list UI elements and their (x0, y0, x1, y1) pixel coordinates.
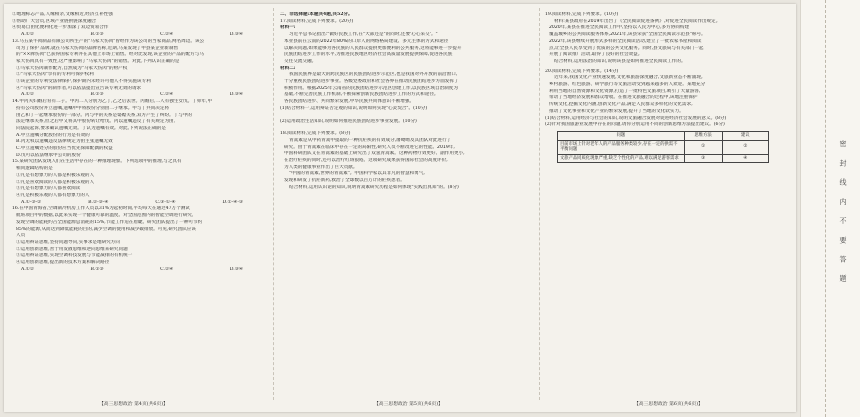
material-text: 积极作用。根据2025年云南省的民族团结进步示范区创建工作,以民族区域自治制度为 (284, 85, 458, 91)
sub-question: (1)结合材料一,运用辩证否定观的知识,说明如何实现"心灵契合"。(10分) (280, 105, 428, 111)
option-c: C.②④ (160, 32, 174, 38)
q12-options (12, 32, 267, 39)
material-text: 基础,不断完善民族工作机制,不断探索创新民族团结进步工作的方式和途径。 (284, 92, 439, 98)
table-cell: 目前市场上针对老年人的产品服务种类较少,存在一定的供需不平衡问题 (558, 140, 685, 154)
text-line: 85%的能源,从而达到降低能耗的目的,减少空调的使用和减少碳排放。可见,研究团队应该 (16, 226, 196, 232)
q13-options (12, 92, 267, 99)
choice-item: ③该企业的专利受法律保护,保护期内未经许可他人不得实施该专利 (16, 79, 151, 85)
text-line: 航班项目中的数据,以此来实现一个健康可靠的温度。对全国范围内的智能空调进行研究, (16, 213, 194, 219)
question-14-stem: 14.甲丙夫妇婚后育有二子。甲丙二人分别为乙丁,乙之后去世。丙婚后,二人有独生女戊。丁卯年,甲 (12, 99, 213, 105)
table-header: 问题 (558, 131, 685, 140)
choice-item: C.甲立遗嘱处分的股份应当优先保障配偶的权益 (16, 146, 113, 152)
material-text: 我国民族界是最大的跨民族区的民族团结进步示范区,也是我国对外开放的前沿窗口, (289, 72, 458, 78)
choice-item: ①马家大伤肉制作配方,自然成为"马家大伤肉"的财产权 (16, 65, 128, 71)
text-line: 发现空调的能耗约占全国能源总消耗的15%,节能工作迫在眉睫。研究团队提出了一种可节约 (16, 219, 203, 225)
text-line: 司为了保护 品牌,就在马家大伤肉的品牌名称,近期,马某发现了甲县某企业新制售 (16, 45, 179, 51)
table-row (558, 140, 769, 154)
choice-item: ④运用创新思维,提出新的技术方案和解决路径 (16, 260, 110, 266)
option-a: A.①② (21, 32, 35, 38)
material-text: 覆盖城乡的公共阅读服务体系,2021年,该县荣获"全国全民阅读示范县"称号。 (549, 32, 706, 38)
text-line: ④贸易自由化便利化进一步加深了双边贸易合作 (12, 25, 109, 31)
option-b: B.①③ (90, 266, 104, 272)
page-footer: 【高三思想政治 第4页(共6页)】 (99, 402, 168, 407)
table-header-row (558, 131, 769, 140)
option-c: C.②④ (160, 92, 174, 98)
material-text: 乡村旅游、红色旅游、研学旅行等文旅活动受到越来越多的人欢迎。某地充分 (549, 82, 706, 88)
seal-line (825, 0, 826, 417)
question-18-stem: 18.阅读材料,完成下列要求。(8分) (280, 131, 351, 137)
table-cell: ③ (684, 154, 722, 163)
page-5-column (280, 12, 534, 392)
table-cell: ① (684, 140, 722, 154)
material-text: 2020年,某县在推进全民阅读工作中,坚持以人民为中心,多方协同构建 (549, 25, 690, 31)
option-a: A.①② (21, 92, 35, 98)
question-15-stem: 15.某研究团队发现人们在生活中存在的一种推理现象。下列选项中的推理,与之具有 (12, 159, 182, 165)
page-4-column (12, 12, 267, 392)
question-13-stem: 13.马五某牛肉制品有限公司所生产的"马家大伤肉"曾经作为该公司的当家商品,网名周边。该公 (12, 38, 205, 44)
q16-options (12, 267, 267, 274)
material-text: 利用当地的自然资源和文化资源,打造了一批特色文旅项目,吸引了大量游客, (549, 88, 701, 94)
table-cell: ④ (722, 154, 768, 163)
material-text: 本业县前在云南的2022年80%的口岸人的网络格局建设、多元主体的方式和途径 (284, 38, 449, 44)
material-text: 青蒿素是从中药青蒿中提取的一种抗疟疾的有效成分,屠呦呦及其团队对此进行了 (289, 137, 452, 143)
material-text: 以解决问题,如果能够为各民族的人民群众提供更加便利的公共服务,这将能够进一步提升 (284, 45, 462, 51)
page-footer: 【高三思想政治 第6页(共6页)】 (634, 402, 703, 407)
sub-question: 结合材料,运用法治的知识,说明该县是如何推进全民阅读工作的。 (554, 58, 686, 64)
material-label: 材料一: (280, 25, 296, 31)
option-b: B.②-③-④ (88, 199, 109, 205)
column-divider (539, 8, 540, 400)
answer-table (557, 131, 769, 163)
choice-item: ④"马家大伤肉"的制作者,可以依法提出宣告该专利无效的请求 (16, 85, 142, 91)
material-text: 开展了阅读推广活动,取得了良好的社会效益。 (549, 52, 643, 58)
text-line: ③帮助广大会员,区域产业链供链深度融合 (12, 18, 97, 24)
sub-question: (2)针对我国旅游业发展中存在的问题,请你分别运用不同的创新思维方法提出建议。(6分) (545, 122, 725, 128)
material-text: 研究。由于青蒿素在临床中存在一定的局限性,研究人员不断改进它的性能。2019年, (284, 144, 455, 150)
material-text: 传统文化,挖掘文化内涵,创新文化产品,满足人民群众多样化的文化需求, (549, 102, 693, 108)
seal-line-notice: 密 封 线 内 不 要 答 题 (839, 140, 847, 287)
choice-item: A.甲立遗嘱分配股份的行为是有效的 (16, 132, 90, 138)
material-text: 近年来,我国文化产业快速发展,文化和旅游深度融合,文旅新业态不断涌现。 (554, 75, 706, 81)
choice-item: B.丙无权以遗嘱违反法律规定为由主张遗嘱无效 (16, 139, 113, 145)
text-line: ②地理标志产品,人缘相亲,文缘相近,经济互补性强 (12, 12, 113, 17)
material-text: 交往交流交融。 (284, 58, 317, 64)
text-line: 家大伤肉具有一致性,这严重影响了"马家大伤肉"的销售。对此,下列认识正确的是 (16, 58, 180, 64)
sub-question: (1)结合材料,运用经济与社会的知识,说明文旅融合发展对促进经济社会发展的意义。(8分) (545, 115, 727, 121)
column-divider (273, 8, 274, 400)
question-19-stem: 19.阅读材料,完成下列要求。(10分) (545, 12, 619, 17)
material-text: 推动了文化事业和文化产业的繁荣发展,提升了当地的文化软实力。 (549, 108, 684, 114)
option-a: A.①-③-② (21, 199, 42, 205)
option-c: C.③-①-④ (155, 199, 176, 205)
material-text: 在治疗疟疾的同时,还可以治疗红斑狼疮。这项研究成果获得国际社会的高度评价, (284, 158, 448, 164)
option-d: D.③④ (229, 92, 243, 98)
text-line: 的"××牌伤肉"已获得国家专利并在其他上市场上销售。经对比发现,该企业的产品的配方与马 (16, 52, 204, 58)
table-cell: 文旅产品同质化现象严重,缺乏个性化的产品,难以满足游客需求 (558, 154, 685, 163)
material-text: 发现和研发了抗疟新药,救治了全球数以百万计的疟疾患者。 (284, 178, 405, 184)
page-footer: 【高三思想政治 第5页(共6页)】 (374, 402, 443, 407)
material-text: 中国科研团队又在青蒿素的基础上研究出了双氢青蒿素。这种药物疗效更好、副作用更小, (284, 151, 465, 157)
question-20-stem: 20.阅读材料,完成下列要求。(14分) (545, 68, 619, 74)
table-header: 建议 (722, 131, 768, 140)
question-17-stem: 17.阅读材料,完成下列要求。(20分) (280, 18, 354, 24)
material-text: 点,让全县人民享受到了优质的公共文化服务。同时,县文旅局与有关部门一起 (549, 45, 704, 51)
choice-item: ①凡是有想象力的人都是积极乐观的人 (16, 172, 95, 178)
text-line: 向法院起诉,要求确认遗嘱无效。丁认为遗嘱有效。对此,下列说法正确的是 (16, 125, 166, 131)
choice-item: ①运用辩证思维,坚持问题导向,实事求是地研究方向 (16, 239, 120, 245)
material-text: 材料:某县政府在2019年出台了《全民阅读促进条例》,对促进全民阅读作出规定。 (554, 18, 721, 24)
text-line: 相同逻辑结构的是 (16, 166, 53, 172)
material-text: 2022年,该县继续开展形式多样的全民阅读活动,建立了一批农家书屋和阅读 (549, 38, 702, 44)
material-text: "中国的青蒿素,世界的青蒿素"。中国科学家以其非凡的智慧和勇气, (289, 171, 425, 177)
choice-item: ②运用创新思维,善于用发散思维和逆向思维来研究问题 (16, 246, 128, 252)
text-line: 持有公司股份并立遗嘱,遗嘱中甲将股份分别由二子继承。甲与丁共同决定将 (16, 105, 170, 111)
material-text: 习近平总书记指出:"做好民族工作,在"大部还是"的同时,还要'心心采交'。" (289, 32, 438, 38)
table-header: 思维方法 (684, 131, 722, 140)
choice-item: ③凡是有想象力的人都喜欢阅读 (16, 186, 81, 192)
choice-item: ②凡是喜欢阅读的人都是积极乐观的人 (16, 179, 95, 185)
text-line: 由乙和丁一起继承股份的一部分。丙与甲的关系是婆媳关系,双方产生了纠纷。丁与甲的 (16, 112, 193, 118)
q15-options (12, 200, 267, 207)
material-label: 材料二: (280, 65, 296, 71)
material-text: 带动了当地经济发展和群众增收。在推进文旅融合的过程中,该地注重保护 (549, 95, 698, 101)
option-d: D.③④ (229, 266, 243, 272)
option-b: B.①③ (90, 92, 104, 98)
material-text: 民族团结进步工作的水平,为推进民族地区经济社会高质量发展提供保障,促进各民族 (284, 52, 453, 58)
material-text: 十分重视民族团结进步事业。各级党委政府和社会各界在推动民族团结进步方面发挥了 (284, 79, 459, 85)
table-row (558, 154, 769, 163)
option-d: D.①-④-③ (222, 199, 243, 205)
material-text: 各民族团结进步、共同繁荣发展,中华民族共同体意识不断增强。 (284, 99, 415, 105)
option-b: B.①③ (90, 32, 104, 38)
option-a: A.①② (21, 266, 35, 272)
text-line: 人员 (16, 233, 26, 239)
sub-question: 结合材料,运用认识论的知识,说明青蒿素研究历程是如何体现"实践出真知"的。(8分) (289, 184, 459, 190)
text-line: 法定继承关系,但之后甲又将其中股份转让给戊。丙以遗嘱违反了有关规定为由, (16, 119, 176, 125)
choice-item: ③运用辩证思维,实现空调科技发展与节能减排的有机统一 (16, 253, 133, 259)
choice-item: ②"马家大伤肉"享有的专利可保护权利 (16, 72, 94, 78)
section-heading: 二、非选择题:本题共4题,共52分。 (280, 12, 353, 17)
option-c: C.②④ (160, 266, 174, 272)
question-16-stem: 16.在中国青海省,空调制冷机房工作人员以31%为起初时间,平均每天在通过47万个测试 (12, 206, 190, 212)
exam-sheet (4, 4, 796, 412)
material-text: 为人类的健康事业作出了巨大贡献。 (284, 164, 358, 170)
choice-item: ④凡是积极乐观的人都有想象力的人 (16, 192, 90, 198)
sub-question: (2)运用政治生活知识,说明如何推进民族团结进步事业发展。(10分) (280, 118, 417, 124)
page-6-column (545, 12, 791, 392)
option-d: D.③④ (229, 32, 243, 38)
choice-item: D.戊可以依法继承甲公司的股份 (16, 152, 81, 158)
table-cell: ② (722, 140, 768, 154)
binding-margin (800, 0, 860, 417)
